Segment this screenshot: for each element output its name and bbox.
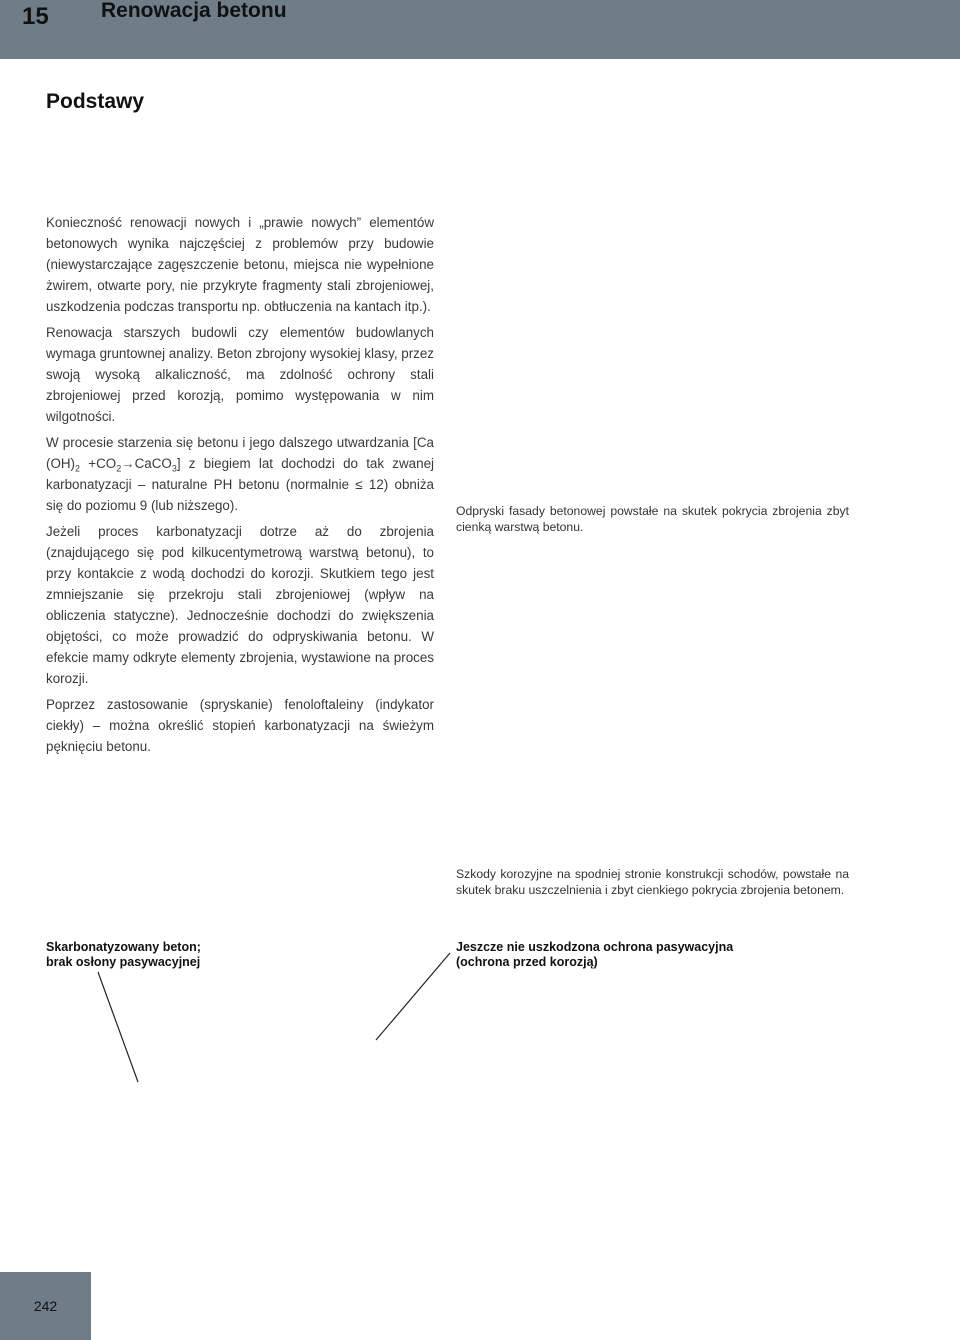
diagram-label-passivation-line-2: (ochrona przed korozją) (456, 955, 598, 969)
caption-facade: Odpryski fasady betonowej powstałe na skutek pokrycia zbrojenia zbyt cienką warstwą betonu. (456, 504, 849, 534)
p3-arrow: → (121, 456, 135, 471)
pointer-line-right (376, 953, 450, 1040)
diagram-label-carbonated (46, 940, 276, 970)
paragraph-2: Renowacja starszych budowli czy elementów budowlanych wymaga gruntownej analizy. Beton zbrojony wysokiej klasy, przez swoją wysoką alkaliczność, ma zdolność ochrony stali zbrojeniowej przed korozją, pomimo występowania w nim wilgotności. (46, 325, 435, 424)
p3-rest: ] z biegiem lat dochodzi do tak zwanej karbonatyzacji – naturalne PH betonu (normalnie ≤ 12) obniża się do poziomu 9 (lub niższego). (46, 456, 434, 513)
p3-sub-3: 3 (171, 463, 177, 474)
page-number: 242 (33, 1298, 58, 1314)
diagram-label-carbonated-line-2: brak osłony pasywacyjnej (46, 955, 201, 969)
chapter-title: Renowacja betonu (101, 0, 287, 22)
pointer-line-left (98, 972, 138, 1082)
p3-mid-2: CaCO (134, 456, 172, 471)
p3-mid-1: +CO (80, 456, 117, 471)
diagram-label-passivation-line-1: Jeszcze nie uszkodzona ochrona pasywacyjna (456, 940, 734, 954)
paragraph-1: Konieczność renowacji nowych i „prawie nowych” elementów betonowych wynika najczęściej z problemów przy budowie (niewystarczające zagęszczenie betonu, miejsca nie wypełnione żwirem, otwarte pory, nie przykryte fragmenty stali zbrojeniowej, uszkodzenia podczas transportu np. obtłuczenia na kantach itp.). (46, 215, 434, 314)
p3-sub-2: 2 (116, 463, 122, 474)
p3-sub-1: 2 (75, 463, 81, 474)
diagram-label-passivation (456, 940, 786, 970)
p3-intro: W procesie starzenia się betonu i jego dalszego utwardzania [Ca (OH) (46, 435, 434, 471)
section-heading: Podstawy (46, 90, 145, 113)
paragraph-3 (46, 432, 434, 516)
paragraph-4: Jeżeli proces karbonatyzacji dotrze aż do zbrojenia (znajdującego się pod kilkucentymetrową warstwą betonu), to przy kontakcie z wodą dochodzi do korozji. Skutkiem tego jest zmniejszanie się przekroju stali zbrojeniowej (wpływ na obliczenia statyczne). Jednocześnie dochodzi do zwiększenia objętości, co może prowadzić do odpryskiwania betonu. W efekcie mamy odkryte elementy zbrojenia, wystawione na proces korozji. (46, 524, 434, 686)
paragraph-5: Poprzez zastosowanie (spryskanie) fenoloftaleiny (indykator ciekły) – można określić stopień karbonatyzacji na świeżym pęknięciu betonu. (46, 697, 434, 754)
diagram-label-carbonated-line-1: Skarbonatyzowany beton; (46, 940, 201, 954)
chapter-number: 15 (22, 3, 49, 30)
caption-stairs: Szkody korozyjne na spodniej stronie konstrukcji schodów, powstałe na skutek braku uszczelnienia i zbyt cienkiego pokrycia zbrojenia betonem. (456, 867, 849, 897)
main-text-column (46, 212, 434, 762)
